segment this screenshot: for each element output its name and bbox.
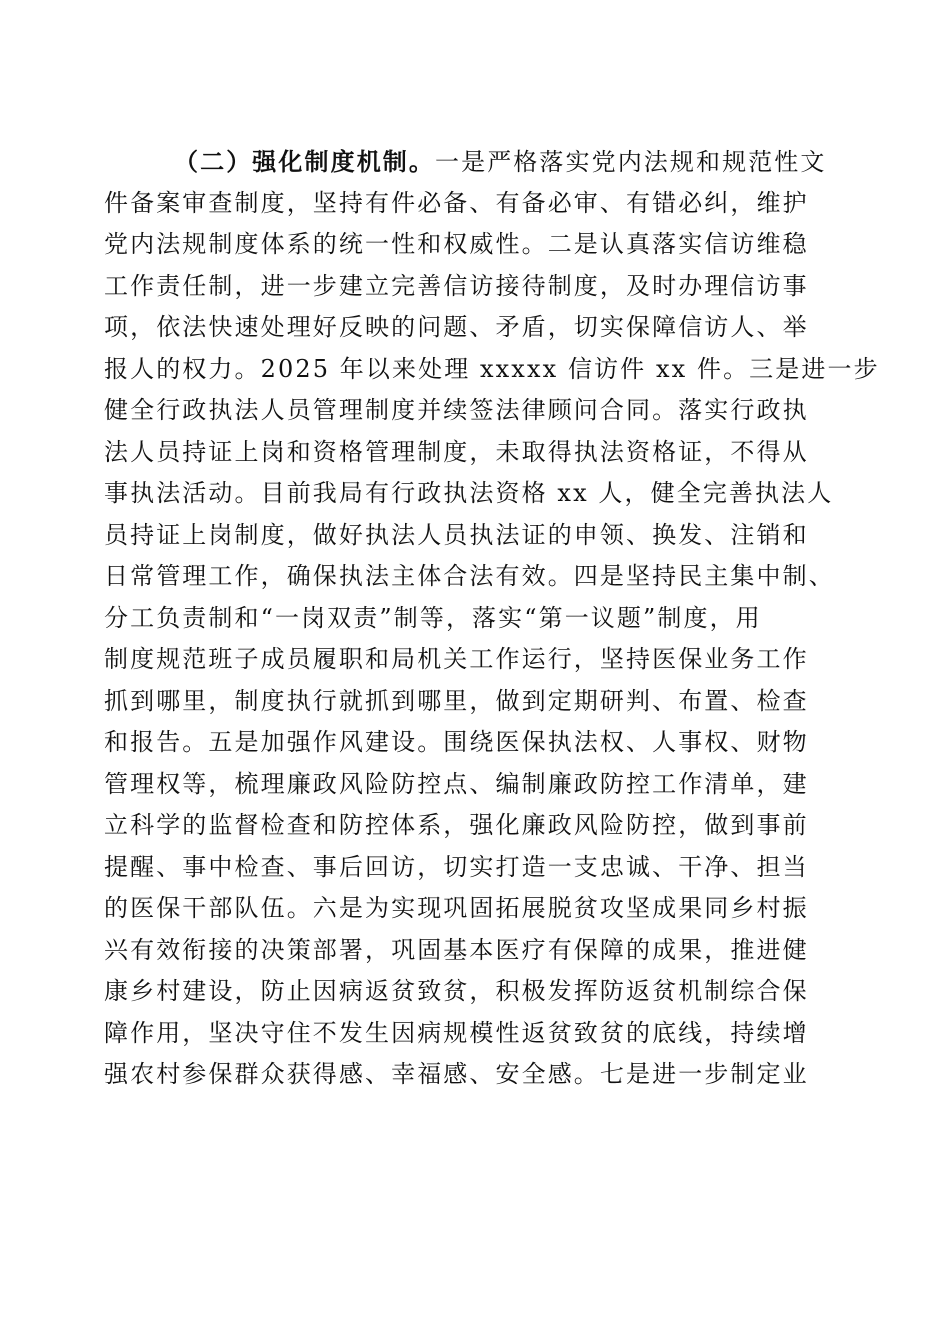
paragraph-line-20: 兴有效衔接的决策部署，巩固基本医疗有保障的成果，推进健 [104,935,809,964]
paragraph-line-2: 件备案审查制度，坚持有件必备、有备必审、有错必纠，维护 [104,188,809,217]
paragraph-line-5: 项，依法快速处理好反映的问题、矛盾，切实保障信访人、举 [104,313,809,341]
paragraph-line-9: 事执法活动。目前我局有行政执法资格 xx 人，健全完善执法人 [104,479,834,507]
paragraph-line-21: 康乡村建设，防止因病返贫致贫，积极发挥防返贫机制综合保 [104,977,809,1005]
paragraph-line-18: 提醒、事中检查、事后回访，切实打造一支忠诚、干净、担当 [104,852,809,881]
paragraph-line-4: 工作责任制，进一步建立完善信访接待制度，及时办理信访事 [104,271,809,300]
section-heading: （二）强化制度机制。 [174,147,435,176]
body-paragraph [104,141,880,1096]
paragraph-line-3: 党内法规制度体系的统一性和权威性。二是认真落实信访维稳 [104,230,809,258]
paragraph-line-17: 立科学的监督检查和防控体系，强化廉政风险防控，做到事前 [104,811,809,839]
paragraph-line-text: 一是严格落实党内法规和规范性文 [435,148,827,176]
paragraph-line-15: 和报告。五是加强作风建设。围绕医保执法权、人事权、财物 [104,728,809,756]
paragraph-line-13: 制度规范班子成员履职和局机关工作运行，坚持医保业务工作 [104,645,809,673]
paragraph-line-10: 员持证上岗制度，做好执法人员执法证的申领、换发、注销和 [104,520,809,549]
paragraph-line-16: 管理权等，梳理廉政风险防控点、编制廉政防控工作清单，建 [104,769,809,798]
paragraph-line-12: 分工负责制和“一岗双责”制等，落实“第一议题”制度，用 [104,603,762,632]
paragraph-line-1 [174,141,874,183]
paragraph-line-8: 法人员持证上岗和资格管理制度，未取得执法资格证，不得从 [104,437,809,466]
paragraph-line-7: 健全行政执法人员管理制度并续签法律顾问合同。落实行政执 [104,396,809,424]
paragraph-line-14: 抓到哪里，制度执行就抓到哪里，做到定期研判、布置、检查 [104,686,809,715]
paragraph-line-23: 强农村参保群众获得感、幸福感、安全感。七是进一步制定业 [104,1060,809,1088]
paragraph-line-19: 的医保干部队伍。六是为实现巩固拓展脱贫攻坚成果同乡村振 [104,894,809,922]
paragraph-line-6: 报人的权力。2025 年以来处理 xxxxx 信访件 xx 件。三是进一步 [104,354,880,383]
paragraph-line-11: 日常管理工作，确保执法主体合法有效。四是坚持民主集中制、 [104,562,835,590]
paragraph-line-22: 障作用，坚决守住不发生因病规模性返贫致贫的底线，持续增 [104,1018,809,1047]
